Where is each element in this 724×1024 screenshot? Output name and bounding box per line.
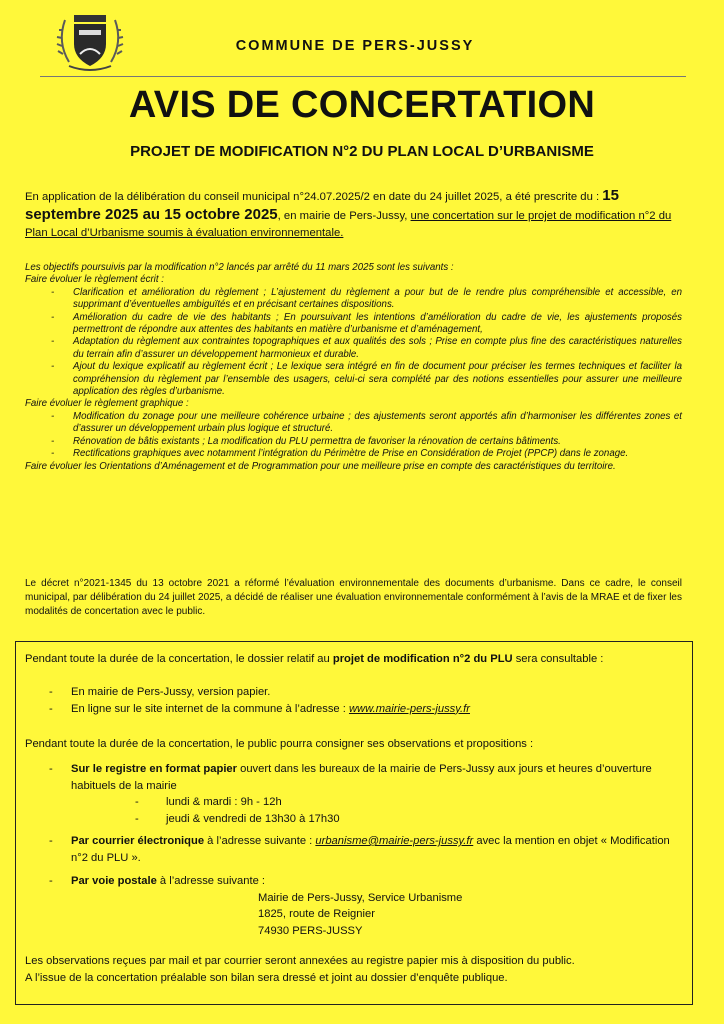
- objectives-closing: Faire évoluer les Orientations d’Aménagement et de Programmation pour une meilleure prise en compte des caractéristiques du territoire.: [25, 460, 616, 472]
- address-line: 74930 PERS-JUSSY: [258, 924, 363, 937]
- objectives-lead: Les objectifs poursuivis par la modification n°2 lancés par arrêté du 11 mars 2025 sont les suivants :: [25, 262, 454, 273]
- email-link[interactable]: urbanisme@mairie-pers-jussy.fr: [315, 835, 474, 847]
- email-item: [25, 833, 685, 866]
- consult-bold: projet de modification n°2 du PLU: [332, 653, 513, 665]
- registre-item: [25, 761, 685, 827]
- consult-text-2: sera consultable :: [512, 653, 604, 665]
- list-item: - En mairie de Pers-Jussy, version papier.: [25, 684, 685, 701]
- website-link[interactable]: www.mairie-pers-jussy.fr: [348, 702, 470, 715]
- email-text-1: à l’adresse suivante :: [204, 835, 316, 847]
- final-paragraph: [25, 953, 685, 986]
- final-line-1: Les observations reçues par mail et par courrier seront annexées au registre papier mis à disposition du public.: [25, 955, 575, 967]
- group1-title: Faire évoluer le règlement écrit :: [25, 274, 164, 286]
- list-item: - Modification du zonage pour une meilleure cohérence urbaine ; des ajustements seront apportés afin d’harmoniser les différentes zones et d’assurer un développement urbain plus logique et structuré.: [25, 411, 682, 436]
- public-paragraph: Pendant toute la durée de la concertation, le public pourra consigner ses observations et propositions :: [25, 738, 534, 750]
- list-item: [25, 833, 685, 866]
- intro-text-2: , en mairie de Pers-Jussy,: [277, 210, 411, 222]
- list-item: - Amélioration du cadre de vie des habitants ; En poursuivant les intentions d’amélioration du cadre de vie, les ajustements proposés permettront de répondre aux attentes des habitants en matière d’urbanisme et d’aménagement,: [25, 312, 682, 337]
- intro-text-1: En application de la délibération du conseil municipal n°24.07.2025/2 en date du 24 juillet 2025, a été prescrite du :: [25, 191, 603, 203]
- final-line-2: A l’issue de la concertation préalable son bilan sera dressé et joint au dossier d’enquête publique.: [25, 971, 508, 984]
- list-item: [25, 873, 685, 890]
- header-divider: [40, 76, 686, 77]
- hours-item: - jeudi & vendredi de 13h30 à 17h30: [25, 811, 685, 828]
- registre-bold: Sur le registre en format papier: [71, 763, 237, 775]
- email-text-2: avec la mention en objet « Modification n°2 du PLU ».: [71, 835, 670, 864]
- registre-text: ouvert dans les bureaux de la mairie de Pers-Jussy aux jours et heures d’ouverture habituels de la mairie: [71, 763, 652, 792]
- page-subtitle: PROJET DE MODIFICATION N°2 DU PLAN LOCAL D’URBANISME: [130, 143, 594, 160]
- decree-paragraph: Le décret n°2021-1345 du 13 octobre 2021 a réformé l’évaluation environnementale des documents d’urbanisme. Dans ce cadre, le conseil municipal, par délibération du 24 juillet 2025, a décidé de réaliser une évaluation environnementale conformément à l’avis de la MRAE et de fixer les modalités de concertation avec le public.: [25, 578, 682, 618]
- list-item: - Adaptation du règlement aux contraintes topographiques et aux qualités des sols ; Prise en compte plus fine des caractéristiques naturelles du terrain afin d’assurer un développement harmonieux et durable.: [25, 336, 682, 361]
- consultation-paragraph: [25, 651, 685, 668]
- hours-item: - lundi & mardi : 9h - 12h: [25, 794, 685, 811]
- group2-list: [25, 411, 682, 461]
- list-item: - Ajout du lexique explicatif au règlement écrit ; Le lexique sera intégré en fin de document pour préciser les termes techniques et faciliter la compréhension du règlement par l’ensemble des usagers, celui-ci sera complété par des notions essentielles pour assurer une meilleure application des règles d’urbanisme.: [25, 361, 682, 398]
- group1-list: [25, 287, 682, 399]
- email-bold: Par courrier électronique: [71, 835, 205, 847]
- concertation-dates: 15 septembre 2025 au 15 octobre 2025: [25, 187, 619, 223]
- address-line: Mairie de Pers-Jussy, Service Urbanisme: [258, 891, 463, 904]
- list-item: - Rénovation de bâtis existants ; La modification du PLU permettra de favoriser la rénovation de certains bâtiments.: [25, 436, 682, 448]
- intro-paragraph: [25, 187, 680, 242]
- list-item: - Clarification et amélioration du règlement ; L’ajustement du règlement a pour but de le rendre plus compréhensible et accessible, en supprimant d’éventuelles ambiguïtés et en précisant certaines dispositions.: [25, 287, 682, 312]
- intro-underlined: une concertation sur le projet de modification n°2 du Plan Local d’Urbanisme soumis à évaluation environnementale.: [25, 210, 672, 239]
- consult-item-2-text: En ligne sur le site internet de la commune à l’adresse :: [71, 702, 349, 715]
- post-bold: Par voie postale: [71, 875, 157, 887]
- coat-of-arms-icon: [55, 12, 125, 74]
- page-title: AVIS DE CONCERTATION: [128, 84, 596, 126]
- commune-name: COMMUNE DE PERS-JUSSY: [235, 38, 475, 54]
- post-item: [25, 873, 685, 939]
- list-item: [25, 761, 685, 794]
- list-item: - Rectifications graphiques avec notamment l’intégration du Périmètre de Prise en Considération de Projet (PPCP) dans le zonage.: [25, 448, 682, 460]
- post-text: à l’adresse suivante :: [156, 875, 266, 887]
- objectives-section: [25, 262, 682, 473]
- group2-title: Faire évoluer le règlement graphique :: [25, 398, 189, 410]
- consultation-list: [25, 684, 685, 717]
- address-line: 1825, route de Reignier: [258, 908, 375, 920]
- consult-text-1: Pendant toute la durée de la concertation, le dossier relatif au: [25, 653, 333, 665]
- list-item: [25, 701, 685, 718]
